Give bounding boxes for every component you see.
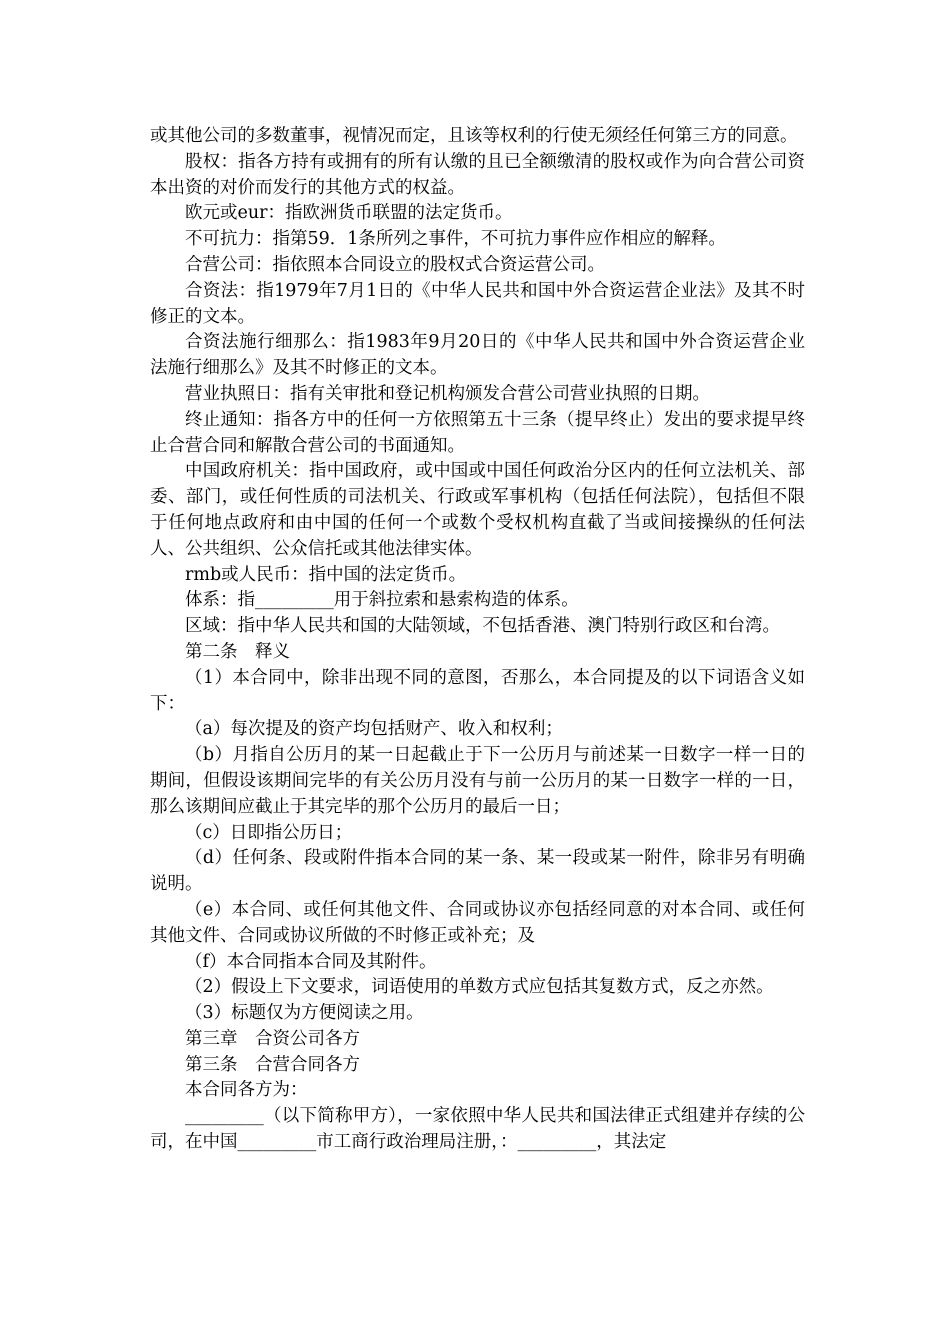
paragraph: （3）标题仅为方便阅读之用。: [185, 1003, 424, 1024]
section-heading: 第二条 释义: [185, 641, 290, 662]
paragraph: 或其他公司的多数董事，视情况而定，且该等权利的行使无须经任何第三方的同意。: [150, 126, 798, 146]
list-item: （f）本合同指本合同及其附件。: [185, 951, 437, 972]
paragraph: 股权：指各方持有或拥有的所有认缴的且已全额缴清的股权或作为向合营公司资本出资的对价而发行的其他方式的权益。: [150, 151, 805, 198]
paragraph: 体系：指_________用于斜拉索和悬索构造的体系。: [185, 590, 579, 611]
list-item: （b）月指自公历月的某一日起截止于下一公历月与前述某一日数字一样一日的期间，但假设该期间完毕的有关公历月没有与前一公历月的某一日数字一样的一日，那么该期间应截止于其完毕的那个公历月的最后一日；: [150, 745, 805, 817]
paragraph: 区域：指中华人民共和国的大陆领域，不包括香港、澳门特别行政区和台湾。: [185, 616, 780, 637]
list-item: （e）本合同、或任何其他文件、合同或协议亦包括经同意的对本合同、或任何其他文件、合同或协议所做的不时修正或补充；及: [150, 899, 805, 946]
document-body: [150, 124, 805, 1156]
list-item: （c）日即指公历日；: [185, 822, 353, 843]
chapter-heading: 第三章 合资公司各方: [185, 1028, 360, 1049]
paragraph: 合营公司：指依照本合同设立的股权式合资运营公司。: [185, 254, 605, 275]
paragraph: 营业执照日：指有关审批和登记机构颁发合营公司营业执照的日期。: [185, 383, 710, 404]
paragraph: 合资法施行细那么：指1983年9月20日的《中华人民共和国中外合资运营企业法施行细那么》及其不时修正的文本。: [150, 332, 805, 379]
paragraph: 合资法：指1979年7月1日的《中华人民共和国中外合资运营企业法》及其不时修正的文本。: [150, 280, 805, 327]
paragraph: 不可抗力：指第59．1条所列之事件，不可抗力事件应作相应的解释。: [185, 229, 726, 250]
paragraph: _________（以下简称甲方），一家依照中华人民共和国法律正式组建并存续的公司，在中国_________市工商行政治理局注册，：_________，其法定: [150, 1106, 805, 1153]
paragraph: （2）假设上下文要求，词语使用的单数方式应包括其复数方式，反之亦然。: [185, 977, 774, 998]
paragraph: 欧元或eur：指欧洲货币联盟的法定货币。: [185, 203, 513, 224]
list-item: （d）任何条、段或附件指本合同的某一条、某一段或某一附件，除非另有明确说明。: [150, 848, 805, 895]
paragraph: 中国政府机关：指中国政府，或中国或中国任何政治分区内的任何立法机关、部委、部门，或任何性质的司法机关、行政或军事机构（包括任何法院），包括但不限于任何地点政府和由中国的任何一个或数个受权机构直截了当或间接操纵的任何法人、公共组织、公众信托或其他法律实体。: [150, 461, 805, 559]
section-heading: 第三条 合营合同各方: [185, 1054, 360, 1075]
paragraph: （1）本合同中，除非出现不同的意图，否那么，本合同提及的以下词语含义如下：: [150, 667, 805, 714]
paragraph: 本合同各方为：: [185, 1080, 308, 1101]
paragraph: rmb或人民币：指中国的法定货币。: [185, 564, 467, 585]
list-item: （a）每次提及的资产均包括财产、收入和权利；: [185, 719, 563, 740]
paragraph: 终止通知：指各方中的任何一方依照第五十三条（提早终止）发出的要求提早终止合营合同和解散合营公司的书面通知。: [150, 409, 805, 456]
